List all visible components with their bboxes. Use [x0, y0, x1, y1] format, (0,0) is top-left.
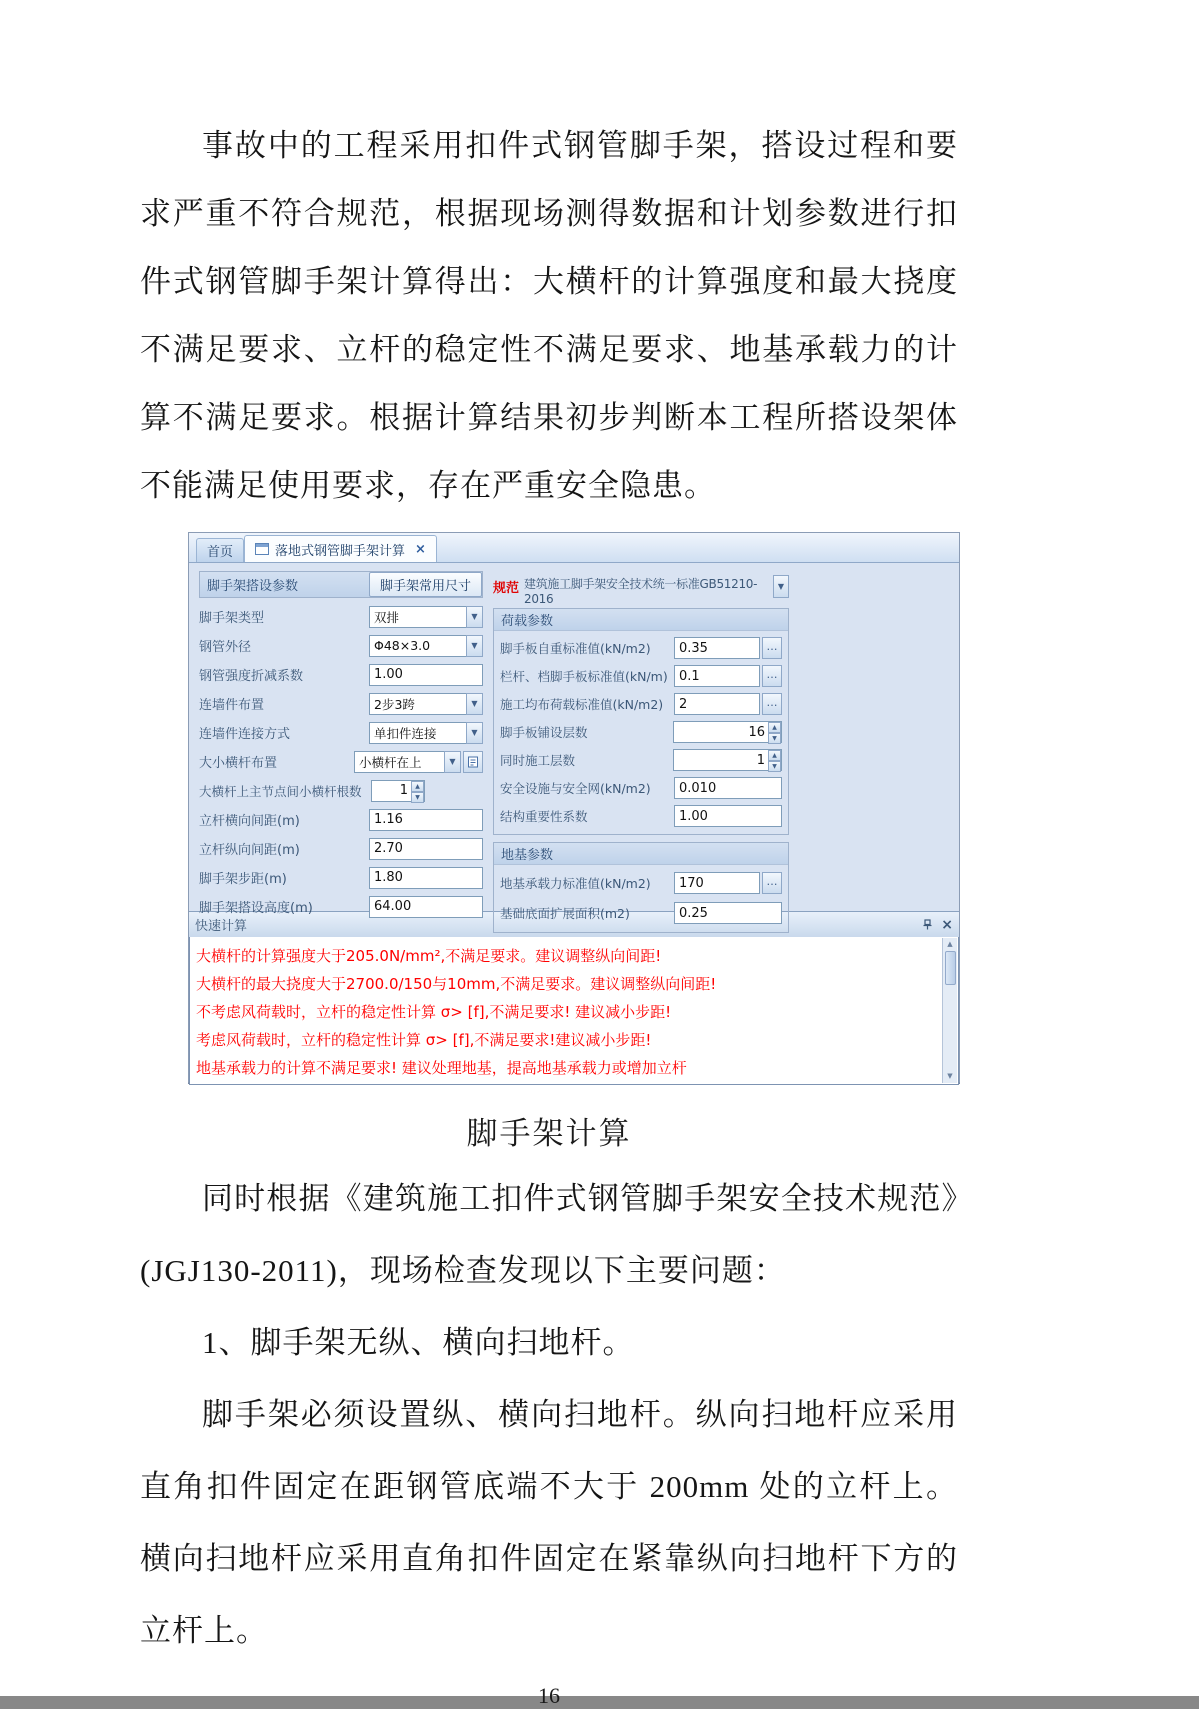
form-row-step-distance	[199, 863, 483, 892]
form-row-deck-layers	[500, 718, 782, 746]
form-row-deck-selfweight	[500, 634, 782, 662]
close-icon[interactable]: ×	[941, 916, 953, 933]
form-row-importance-factor	[500, 802, 782, 830]
field-label: 连墙件布置	[199, 698, 265, 713]
form-row-scaffold-type	[199, 602, 483, 631]
form-row-bearing-capacity	[500, 868, 782, 898]
dropdown-value: 小横杆在上	[354, 751, 444, 773]
field-label: 脚手板铺设层数	[500, 725, 588, 740]
wall-tie-layout-dropdown[interactable]	[369, 693, 483, 715]
page-number: 16	[538, 1683, 560, 1708]
spinner-up-icon[interactable]: ▲	[411, 781, 424, 792]
form-row-working-layers	[500, 746, 782, 774]
tab-home[interactable]	[196, 538, 244, 562]
dropdown-value: 2步3跨	[369, 693, 466, 715]
quick-calc-results	[189, 937, 959, 1085]
deck-selfweight-input[interactable]	[674, 637, 760, 659]
standard-row	[493, 571, 789, 606]
setup-parameters-header	[199, 571, 483, 598]
paragraph-requirement: 脚手架必须设置纵、横向扫地杆。纵向扫地杆应采用直角扣件固定在距钢管底端不大于 200mm 处的立杆上。横向扫地杆应采用直角扣件固定在紧靠纵向扫地杆下方的立杆上。	[140, 1397, 958, 1648]
spinner-up-icon[interactable]: ▲	[768, 750, 781, 761]
load-parameters-title: 荷载参数	[494, 609, 788, 631]
warning-message: 考虑风荷载时，立杆的稳定性计算 σ> [f],不满足要求!建议减小步距!	[196, 1031, 652, 1049]
pin-icon[interactable]	[922, 919, 933, 930]
setup-parameters-title: 脚手架搭设参数	[207, 579, 299, 594]
form-row-ledger-layout	[199, 747, 483, 776]
field-label: 立杆横向间距(m)	[199, 814, 300, 829]
parameter-form	[189, 563, 959, 921]
dropdown-value: Φ48×3.0	[369, 635, 466, 657]
warning-message: 地基承载力的计算不满足要求! 建议处理地基，提高地基承载力或增加立杆	[196, 1059, 687, 1077]
tab-bar	[189, 533, 959, 563]
spinner-up-icon[interactable]: ▲	[768, 722, 781, 733]
tab-scaffold-calc-label: 落地式钢管脚手架计算	[275, 543, 406, 559]
standard-dropdown-value: 建筑施工脚手架安全技术统一标准GB51210-2016	[524, 576, 758, 606]
guardrail-load-input[interactable]	[674, 665, 760, 687]
chevron-down-icon[interactable]: ▼	[466, 693, 483, 715]
form-row-pipe-diameter	[199, 631, 483, 660]
tab-scaffold-calc[interactable]	[244, 535, 437, 562]
step-distance-input[interactable]	[369, 867, 483, 889]
spinner-value[interactable]	[673, 721, 782, 743]
figure-caption: 脚手架计算	[466, 1116, 632, 1151]
form-row-construction-load	[500, 690, 782, 718]
spinner-value[interactable]	[673, 749, 782, 771]
scaffold-type-dropdown[interactable]	[369, 606, 483, 628]
field-label: 结构重要性系数	[500, 809, 588, 824]
tab-home-label: 首页	[207, 545, 234, 560]
field-label: 地基承载力标准值(kN/m2)	[500, 876, 651, 891]
scrollbar-down-icon[interactable]: ▼	[947, 1072, 953, 1080]
bearing-capacity-input[interactable]	[674, 872, 760, 894]
field-label: 连墙件连接方式	[199, 727, 291, 742]
load-parameters-group	[493, 608, 789, 835]
paragraph-intro: 事故中的工程采用扣件式钢管脚手架，搭设过程和要求严重不符合规范，根据现场测得数据和计划参数进行扣件式钢管脚手架计算得出：大横杆的计算强度和最大挠度不满足要求、立杆的稳定性不满足要求、地基承载力的计算不满足要求。根据计算结果初步判断本工程所搭设架体不能满足使用要求，存在严重安全隐患。	[140, 128, 958, 503]
chevron-down-icon[interactable]: ▼	[444, 751, 461, 773]
field-label: 脚手架类型	[199, 611, 265, 626]
ellipsis-button[interactable]: …	[762, 637, 782, 659]
ellipsis-button[interactable]: …	[762, 872, 782, 894]
field-label: 大小横杆布置	[199, 756, 278, 771]
standard-dropdown[interactable]	[524, 575, 789, 606]
right-parameters-panel	[493, 571, 789, 921]
vertical-scrollbar[interactable]	[942, 938, 957, 1083]
form-row-footing-area	[500, 898, 782, 928]
field-label: 安全设施与安全网(kN/m2)	[500, 781, 651, 796]
warning-message: 大横杆的计算强度大于205.0N/mm²,不满足要求。建议调整纵向间距!	[196, 947, 662, 965]
working-layers-spinner[interactable]	[673, 749, 782, 771]
form-row-wall-tie-connection	[199, 718, 483, 747]
setup-parameters-panel	[199, 571, 483, 916]
quick-calc-title: 快速计算	[195, 919, 248, 934]
tab-close-icon[interactable]: ×	[415, 541, 426, 557]
field-label: 脚手架步距(m)	[199, 872, 287, 887]
spinner-down-icon[interactable]: ▼	[768, 733, 781, 744]
erection-height-input[interactable]	[369, 896, 483, 918]
foundation-parameters-group	[493, 842, 789, 933]
paragraph-standard: 同时根据《建筑施工扣件式钢管脚手架安全技术规范》(JGJ130-2011)，现场检查发现以下主要问题：	[140, 1181, 958, 1288]
pipe-diameter-dropdown[interactable]	[369, 635, 483, 657]
ledger-layout-dropdown[interactable]	[354, 751, 461, 773]
ellipsis-button[interactable]: …	[762, 665, 782, 687]
standard-label: 规范	[493, 580, 520, 596]
form-row-longitudinal-spacing	[199, 834, 483, 863]
strength-factor-input[interactable]	[369, 664, 483, 686]
ellipsis-button[interactable]: …	[762, 693, 782, 715]
dropdown-value: 双排	[369, 606, 466, 628]
window-icon	[255, 543, 269, 555]
footing-area-input[interactable]	[674, 902, 782, 924]
longitudinal-spacing-input[interactable]	[369, 838, 483, 860]
warning-message: 大横杆的最大挠度大于2700.0/150与10mm,不满足要求。建议调整纵向间距!	[196, 975, 717, 993]
form-row-wall-tie-layout	[199, 689, 483, 718]
field-label: 脚手架搭设高度(m)	[199, 901, 313, 916]
field-label: 大横杆上主节点间小横杆根数	[199, 783, 362, 799]
dropdown-value: 单扣件连接	[369, 722, 466, 744]
paragraph-problem-1: 1、脚手架无纵、横向扫地杆。	[202, 1325, 635, 1360]
form-row-strength-factor	[199, 660, 483, 689]
detail-icon[interactable]	[463, 751, 483, 773]
field-label: 同时施工层数	[500, 753, 576, 768]
wall-tie-connection-dropdown[interactable]	[369, 722, 483, 744]
spinner-down-icon[interactable]: ▼	[768, 761, 781, 772]
spinner-down-icon[interactable]: ▼	[411, 792, 424, 803]
field-label: 施工均布荷载标准值(kN/m2)	[500, 697, 664, 712]
field-label: 立杆纵向间距(m)	[199, 843, 300, 858]
chevron-down-icon[interactable]: ▼	[466, 606, 483, 628]
safety-net-input[interactable]	[674, 777, 782, 799]
document-body	[140, 112, 958, 1709]
form-row-transverse-spacing	[199, 805, 483, 834]
warning-message: 不考虑风荷载时，立杆的稳定性计算 σ> [f],不满足要求! 建议减小步距!	[196, 1003, 672, 1021]
field-label: 钢管强度折减系数	[199, 669, 304, 684]
transverse-spacing-input[interactable]	[369, 809, 483, 831]
field-label: 脚手板自重标准值(kN/m2)	[500, 641, 651, 656]
chevron-down-icon[interactable]: ▼	[773, 575, 789, 598]
importance-factor-input[interactable]	[674, 805, 782, 827]
deck-layers-spinner[interactable]	[673, 721, 782, 743]
common-sizes-button[interactable]: 脚手架常用尺寸	[369, 572, 482, 597]
field-label: 基础底面扩展面积(m2)	[500, 906, 630, 921]
form-row-guardrail-load	[500, 662, 782, 690]
ledger-count-spinner[interactable]	[371, 780, 425, 802]
form-row-safety-net	[500, 774, 782, 802]
chevron-down-icon[interactable]: ▼	[466, 722, 483, 744]
scaffold-calc-app-screenshot	[188, 532, 960, 1084]
chevron-down-icon[interactable]: ▼	[466, 635, 483, 657]
construction-load-input[interactable]	[674, 693, 760, 715]
form-row-ledger-count	[199, 776, 483, 805]
field-label: 栏杆、档脚手板标准值(kN/m)	[500, 669, 668, 684]
field-label: 钢管外径	[199, 640, 252, 655]
scrollbar-thumb[interactable]	[945, 951, 956, 985]
foundation-parameters-title: 地基参数	[494, 843, 788, 865]
scrollbar-up-icon[interactable]: ▲	[947, 940, 953, 948]
